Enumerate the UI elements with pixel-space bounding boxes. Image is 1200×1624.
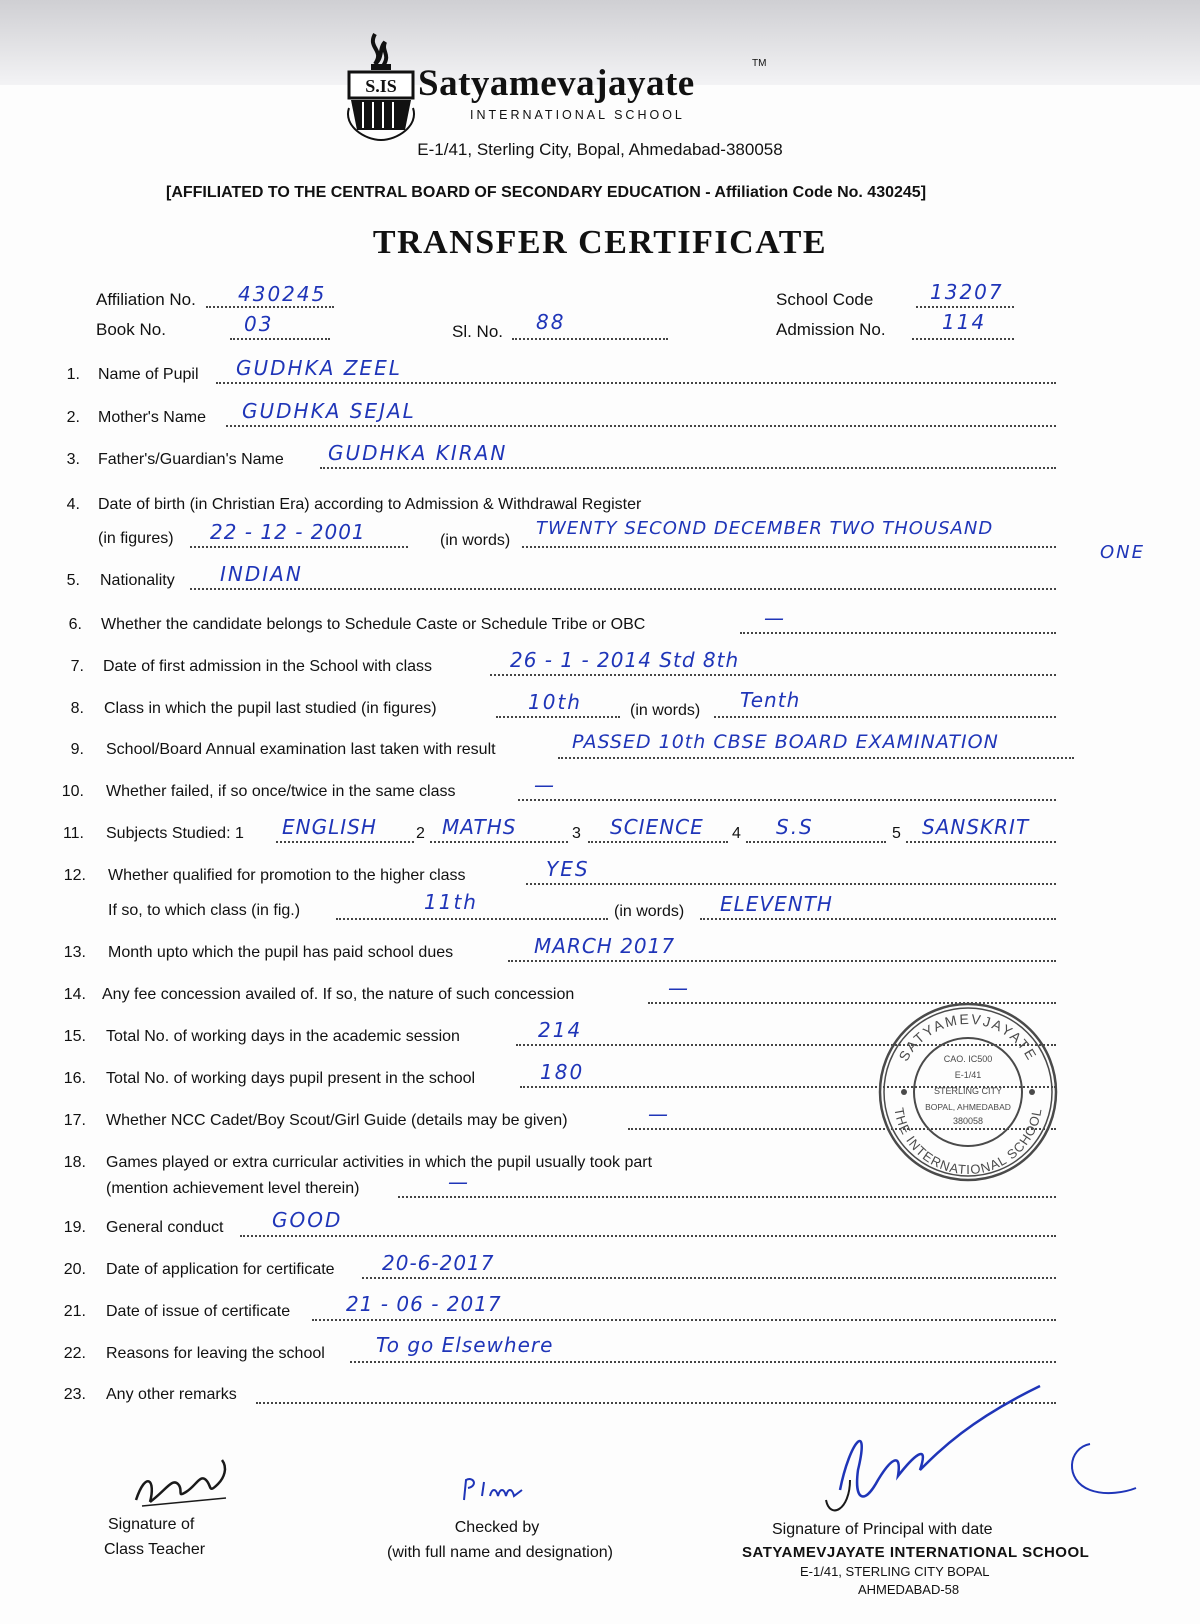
admission-no-label: Admission No.: [776, 320, 886, 339]
dotted-line: [496, 716, 620, 718]
dotted-line: [518, 799, 1056, 801]
promotion-class-label: If so, to which class (in fig.): [108, 902, 301, 919]
pupil-name-value: GUDHKA ZEEL: [236, 356, 402, 380]
ncc-label: Whether NCC Cadet/Boy Scout/Girl Guide (details may be given): [106, 1112, 568, 1129]
dotted-line: [558, 757, 1074, 759]
class-teacher-label-2: Class Teacher: [104, 1541, 206, 1558]
item-number: 7.: [70, 658, 84, 675]
subject-2: MATHS: [442, 815, 517, 839]
application-date-label: Date of application for certificate: [106, 1261, 335, 1278]
leaving-reason-value: To go Elsewhere: [376, 1333, 554, 1357]
promotion-class-value: 11th: [424, 890, 478, 914]
school-rubber-stamp: [876, 1000, 1060, 1184]
dotted-line: [508, 960, 1056, 962]
first-admission-value: 26 - 1 - 2014 Std 8th: [510, 648, 740, 672]
subject-4: S.S: [776, 815, 814, 839]
checked-by-label: Checked by: [454, 1519, 540, 1536]
failed-label: Whether failed, if so once/twice in the same class: [106, 783, 456, 800]
conduct-value: GOOD: [272, 1208, 343, 1232]
exam-result-value: PASSED 10th CBSE BOARD EXAMINATION: [572, 731, 999, 753]
item-number: 15.: [63, 1028, 86, 1045]
dob-words-value-2: ONE: [1100, 542, 1146, 563]
subjects-label: Subjects Studied: 1: [106, 825, 244, 842]
failed-value: —: [534, 773, 556, 797]
checked-by-signature: [458, 1474, 528, 1504]
stamp-bottom-text: THE INTERNATIONAL SCHOOL: [891, 1106, 1045, 1178]
stamp-line-3: STERLING CITY: [933, 1086, 1003, 1096]
item-number: 5.: [66, 572, 80, 589]
item-number: 20.: [63, 1261, 86, 1278]
sl-no-label: Sl. No.: [452, 322, 504, 341]
dotted-line: [276, 841, 414, 843]
subject-2-number: 2: [416, 825, 425, 842]
item-number: 1.: [66, 366, 80, 383]
subject-4-number: 4: [732, 825, 741, 842]
class-teacher-signature: [126, 1440, 236, 1520]
caste-label: Whether the candidate belongs to Schedule Caste or Schedule Tribe or OBC: [101, 616, 646, 633]
item-number: 6.: [68, 616, 82, 633]
item-number: 16.: [63, 1070, 86, 1087]
principal-stamp-line-2: E-1/41, STERLING CITY BOPAL: [800, 1564, 990, 1579]
dotted-line: [490, 674, 1056, 676]
leaving-reason-label: Reasons for leaving the school: [106, 1345, 325, 1362]
dotted-line: [714, 716, 1056, 718]
dob-figures-value: 22 - 12 - 2001: [210, 520, 366, 544]
dotted-line: [350, 1361, 1056, 1363]
concession-value: —: [668, 976, 690, 1000]
exam-result-label: School/Board Annual examination last taken with result: [106, 741, 496, 758]
dotted-line: [916, 306, 1014, 308]
issue-date-label: Date of issue of certificate: [106, 1303, 291, 1320]
item-number: 18.: [63, 1154, 86, 1171]
dotted-line: [312, 1319, 1056, 1321]
logo-text: S.IS: [365, 76, 397, 96]
dotted-line: [230, 338, 330, 340]
dues-label: Month upto which the pupil has paid school dues: [108, 944, 454, 961]
present-days-label: Total No. of working days pupil present in the school: [106, 1070, 476, 1087]
dotted-line: [588, 841, 728, 843]
dotted-line: [336, 918, 608, 920]
checked-by-sub-label: (with full name and designation): [387, 1544, 613, 1561]
dob-words-label: (in words): [440, 532, 511, 549]
present-days-value: 180: [540, 1060, 585, 1084]
affiliation-no-label: Affiliation No.: [96, 290, 196, 309]
school-subtitle: INTERNATIONAL SCHOOL: [470, 108, 685, 122]
dotted-line: [740, 632, 1056, 634]
item-number: 2.: [66, 409, 80, 426]
subject-5-number: 5: [892, 825, 901, 842]
class-teacher-label-1: Signature of: [108, 1516, 195, 1533]
last-class-label: Class in which the pupil last studied (in figures): [104, 700, 437, 717]
dotted-line: [522, 546, 1056, 548]
promotion-words-label: (in words): [614, 903, 685, 920]
item-number: 12.: [63, 867, 86, 884]
nationality-label: Nationality: [100, 572, 175, 589]
ncc-value: —: [648, 1102, 670, 1126]
father-name-value: GUDHKA KIRAN: [328, 441, 508, 465]
item-number: 19.: [63, 1219, 86, 1236]
affiliation-line: [AFFILIATED TO THE CENTRAL BOARD OF SECONDARY EDUCATION - Affiliation Code No. 430245]: [165, 184, 927, 201]
dotted-line: [912, 338, 1014, 340]
subject-3-number: 3: [572, 825, 581, 842]
trademark: TM: [752, 58, 767, 69]
item-number: 11.: [62, 825, 84, 842]
dotted-line: [746, 841, 886, 843]
mother-name-value: GUDHKA SEJAL: [242, 399, 416, 423]
book-no-label: Book No.: [96, 320, 166, 339]
pupil-name-label: Name of Pupil: [98, 366, 199, 383]
dotted-line: [190, 588, 1056, 590]
affiliation-no-value: 430245: [238, 282, 327, 306]
dotted-line: [700, 918, 1056, 920]
nationality-value: INDIAN: [220, 562, 303, 586]
dotted-line: [512, 338, 668, 340]
promotion-value: YES: [546, 857, 590, 881]
dotted-line: [320, 467, 1056, 469]
item-number: 17.: [63, 1112, 86, 1129]
promotion-words-value: ELEVENTH: [720, 892, 833, 916]
dotted-line: [190, 546, 408, 548]
working-days-value: 214: [538, 1018, 583, 1042]
promotion-label: Whether qualified for promotion to the higher class: [108, 867, 466, 884]
admission-no-value: 114: [942, 310, 987, 334]
issue-date-value: 21 - 06 - 2017: [346, 1292, 502, 1316]
page-title: TRANSFER CERTIFICATE: [372, 224, 828, 261]
working-days-label: Total No. of working days in the academic session: [106, 1028, 460, 1045]
dotted-line: [362, 1277, 1056, 1279]
mother-name-label: Mother's Name: [98, 409, 206, 426]
last-class-words-label: (in words): [630, 702, 701, 719]
school-name: Satyamevajayate: [418, 63, 695, 104]
school-address: E-1/41, Sterling City, Bopal, Ahmedabad-380058: [417, 140, 783, 159]
principal-signature-label: Signature of Principal with date: [772, 1521, 993, 1538]
dotted-line: [430, 841, 568, 843]
dob-words-value: TWENTY SECOND DECEMBER TWO THOUSAND: [536, 518, 994, 539]
sl-no-value: 88: [536, 310, 566, 334]
item-number: 22.: [63, 1345, 86, 1362]
principal-signature: [820, 1380, 1060, 1530]
caste-value: —: [764, 606, 786, 630]
dotted-line: [398, 1196, 1056, 1198]
dob-label: Date of birth (in Christian Era) according to Admission & Withdrawal Register: [98, 496, 642, 513]
father-name-label: Father's/Guardian's Name: [98, 451, 284, 468]
dotted-line: [240, 1235, 1056, 1237]
item-number: 9.: [70, 741, 84, 758]
last-class-value: 10th: [528, 690, 582, 714]
dotted-line: [206, 306, 334, 308]
school-code-value: 13207: [930, 280, 1004, 304]
games-value: —: [448, 1170, 470, 1194]
item-number: 8.: [70, 700, 84, 717]
item-number: 23.: [63, 1386, 86, 1403]
dues-value: MARCH 2017: [534, 934, 676, 958]
ink-mark: [1060, 1440, 1140, 1500]
principal-stamp-line-1: SATYAMEVJAYATE INTERNATIONAL SCHOOL: [742, 1544, 1090, 1561]
book-no-value: 03: [244, 312, 274, 336]
last-class-words-value: Tenth: [740, 688, 801, 712]
subject-1: ENGLISH: [282, 815, 377, 839]
dob-figures-label: (in figures): [98, 530, 174, 547]
dotted-line: [226, 425, 1056, 427]
conduct-label: General conduct: [106, 1219, 224, 1236]
application-date-value: 20-6-2017: [382, 1251, 495, 1275]
subject-3: SCIENCE: [610, 815, 704, 839]
stamp-line-1: CAO. IC500: [943, 1054, 993, 1064]
item-number: 3.: [66, 451, 80, 468]
dotted-line: [526, 883, 1056, 885]
subject-5: SANSKRIT: [922, 815, 1030, 839]
principal-stamp-line-3: AHMEDABAD-58: [858, 1582, 960, 1597]
school-logo: [345, 30, 417, 142]
item-number: 14.: [63, 986, 86, 1003]
item-number: 13.: [63, 944, 86, 961]
item-number: 4.: [66, 496, 80, 513]
stamp-line-4: BOPAL, AHMEDABAD: [925, 1102, 1011, 1112]
dotted-line: [906, 841, 1056, 843]
games-label-2: (mention achievement level therein): [106, 1180, 360, 1197]
concession-label: Any fee concession availed of. If so, the nature of such concession: [102, 986, 575, 1003]
first-admission-label: Date of first admission in the School with class: [103, 658, 433, 675]
dotted-line: [216, 382, 1056, 384]
item-number: 10.: [61, 783, 84, 800]
remarks-label: Any other remarks: [106, 1386, 237, 1403]
stamp-line-2: E-1/41: [954, 1070, 982, 1080]
stamp-top-text: SATYAMEVJAYATE: [895, 1010, 1041, 1064]
school-code-label: School Code: [776, 290, 874, 309]
games-label: Games played or extra curricular activities in which the pupil usually took part: [106, 1154, 653, 1171]
stamp-line-5: 380058: [952, 1116, 984, 1126]
item-number: 21.: [63, 1303, 86, 1320]
